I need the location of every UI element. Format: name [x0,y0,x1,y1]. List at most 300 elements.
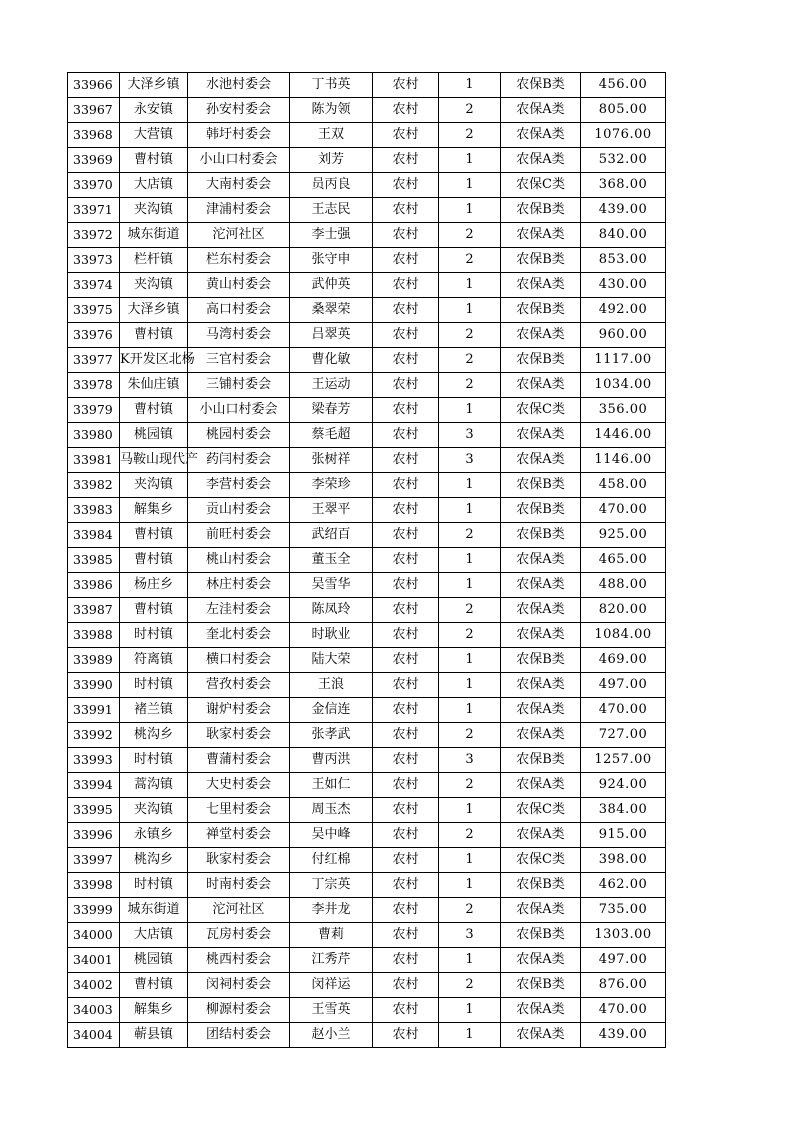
name-cell: 桑翠荣 [290,298,373,323]
village-committee-cell: 七里村委会 [188,798,290,823]
insurance-category-cell: 农保B类 [501,873,581,898]
record-id-cell: 34001 [68,948,120,973]
household-size-cell: 1 [439,873,501,898]
insurance-category-cell: 农保B类 [501,198,581,223]
residence-type-cell: 农村 [373,998,439,1023]
township-cell: 大泽乡镇 [120,298,188,323]
township-cell: 夹沟镇 [120,473,188,498]
township-cell: 大泽乡镇 [120,73,188,98]
amount-cell: 925.00 [581,523,666,548]
township-cell: 时村镇 [120,748,188,773]
household-size-cell: 1 [439,548,501,573]
amount-cell: 876.00 [581,973,666,998]
village-committee-cell: 三铺村委会 [188,373,290,398]
insurance-category-cell: 农保B类 [501,523,581,548]
village-committee-cell: 左洼村委会 [188,598,290,623]
table-row [68,998,666,1023]
township-cell: 符离镇 [120,648,188,673]
amount-cell: 924.00 [581,773,666,798]
name-cell: 员丙良 [290,173,373,198]
insurance-category-cell: 农保A类 [501,148,581,173]
township-cell: 栏杆镇 [120,248,188,273]
township-cell: 桃园镇 [120,948,188,973]
household-size-cell: 3 [439,748,501,773]
name-cell: 王雪英 [290,998,373,1023]
name-cell: 梁春芳 [290,398,373,423]
amount-cell: 1084.00 [581,623,666,648]
name-cell: 张树祥 [290,448,373,473]
record-id-cell: 33969 [68,148,120,173]
township-cell: 曹村镇 [120,148,188,173]
amount-cell: 497.00 [581,948,666,973]
name-cell: 李荣珍 [290,473,373,498]
insurance-category-cell: 农保A类 [501,448,581,473]
name-cell: 周玉杰 [290,798,373,823]
record-id-cell: 33980 [68,423,120,448]
township-cell: 曹村镇 [120,398,188,423]
amount-cell: 960.00 [581,323,666,348]
record-id-cell: 33987 [68,598,120,623]
village-committee-cell: 时南村委会 [188,873,290,898]
table-row [68,223,666,248]
table-row [68,873,666,898]
insurance-category-cell: 农保B类 [501,973,581,998]
residence-type-cell: 农村 [373,673,439,698]
insurance-category-cell: 农保B类 [501,73,581,98]
record-id-cell: 33986 [68,573,120,598]
insurance-category-cell: 农保C类 [501,848,581,873]
record-id-cell: 33973 [68,248,120,273]
table-row [68,173,666,198]
name-cell: 金信连 [290,698,373,723]
insurance-category-cell: 农保A类 [501,673,581,698]
village-committee-cell: 瓦房村委会 [188,923,290,948]
village-committee-cell: 黄山村委会 [188,273,290,298]
record-id-cell: 33970 [68,173,120,198]
name-cell: 江秀芹 [290,948,373,973]
table-row [68,948,666,973]
township-cell: 解集乡 [120,498,188,523]
amount-cell: 840.00 [581,223,666,248]
insurance-category-cell: 农保A类 [501,123,581,148]
village-committee-cell: 沱河社区 [188,223,290,248]
household-size-cell: 2 [439,773,501,798]
township-cell: K开发区北杨 [120,348,188,373]
record-id-cell: 33989 [68,648,120,673]
amount-cell: 853.00 [581,248,666,273]
village-committee-cell: 闵祠村委会 [188,973,290,998]
table-row [68,298,666,323]
village-committee-cell: 曹蒲村委会 [188,748,290,773]
residence-type-cell: 农村 [373,448,439,473]
name-cell: 曹丙洪 [290,748,373,773]
household-size-cell: 1 [439,198,501,223]
amount-cell: 439.00 [581,1023,666,1048]
name-cell: 曹化敏 [290,348,373,373]
record-id-cell: 33988 [68,623,120,648]
household-size-cell: 2 [439,898,501,923]
insurance-category-cell: 农保A类 [501,423,581,448]
name-cell: 董玉全 [290,548,373,573]
household-size-cell: 1 [439,73,501,98]
township-cell: 大店镇 [120,923,188,948]
amount-cell: 735.00 [581,898,666,923]
record-id-cell: 33990 [68,673,120,698]
amount-cell: 469.00 [581,648,666,673]
name-cell: 张孝武 [290,723,373,748]
residence-type-cell: 农村 [373,873,439,898]
residence-type-cell: 农村 [373,823,439,848]
table-row [68,973,666,998]
table-row [68,98,666,123]
record-id-cell: 33979 [68,398,120,423]
household-size-cell: 2 [439,223,501,248]
table-row [68,448,666,473]
name-cell: 丁书英 [290,73,373,98]
village-committee-cell: 贡山村委会 [188,498,290,523]
household-size-cell: 2 [439,323,501,348]
township-cell: 城东街道 [120,898,188,923]
household-size-cell: 1 [439,148,501,173]
amount-cell: 915.00 [581,823,666,848]
township-cell: 大店镇 [120,173,188,198]
township-cell: 解集乡 [120,998,188,1023]
township-cell: 桃沟乡 [120,848,188,873]
village-committee-cell: 禅堂村委会 [188,823,290,848]
village-committee-cell: 柳源村委会 [188,998,290,1023]
table-row [68,398,666,423]
township-cell: 永安镇 [120,98,188,123]
village-committee-cell: 桃西村委会 [188,948,290,973]
record-id-cell: 33977 [68,348,120,373]
amount-cell: 439.00 [581,198,666,223]
record-id-cell: 33975 [68,298,120,323]
name-cell: 李井龙 [290,898,373,923]
insurance-category-cell: 农保B类 [501,923,581,948]
residence-type-cell: 农村 [373,323,439,348]
residence-type-cell: 农村 [373,773,439,798]
insurance-category-cell: 农保C类 [501,173,581,198]
record-id-cell: 33995 [68,798,120,823]
amount-cell: 470.00 [581,998,666,1023]
name-cell: 陈凤玲 [290,598,373,623]
residence-type-cell: 农村 [373,898,439,923]
township-cell: 时村镇 [120,873,188,898]
record-id-cell: 33994 [68,773,120,798]
residence-type-cell: 农村 [373,548,439,573]
record-id-cell: 33999 [68,898,120,923]
township-cell: 夹沟镇 [120,273,188,298]
table-row [68,148,666,173]
insurance-category-cell: 农保A类 [501,273,581,298]
name-cell: 曹莉 [290,923,373,948]
amount-cell: 492.00 [581,298,666,323]
amount-cell: 470.00 [581,698,666,723]
household-size-cell: 1 [439,998,501,1023]
insurance-category-cell: 农保A类 [501,998,581,1023]
insurance-category-cell: 农保A类 [501,623,581,648]
name-cell: 陈为领 [290,98,373,123]
township-cell: 夹沟镇 [120,198,188,223]
amount-cell: 497.00 [581,673,666,698]
record-id-cell: 33976 [68,323,120,348]
amount-cell: 398.00 [581,848,666,873]
township-cell: 蕲县镇 [120,1023,188,1048]
record-id-cell: 33998 [68,873,120,898]
residence-type-cell: 农村 [373,973,439,998]
township-cell: 蒿沟镇 [120,773,188,798]
roster-table [67,72,666,1048]
village-committee-cell: 桃园村委会 [188,423,290,448]
household-size-cell: 2 [439,723,501,748]
insurance-category-cell: 农保A类 [501,723,581,748]
name-cell: 吴雪华 [290,573,373,598]
table-row [68,248,666,273]
table-row [68,648,666,673]
village-committee-cell: 奎北村委会 [188,623,290,648]
residence-type-cell: 农村 [373,273,439,298]
household-size-cell: 2 [439,973,501,998]
record-id-cell: 33966 [68,73,120,98]
table-row [68,373,666,398]
village-committee-cell: 李营村委会 [188,473,290,498]
record-id-cell: 33978 [68,373,120,398]
household-size-cell: 1 [439,298,501,323]
village-committee-cell: 津浦村委会 [188,198,290,223]
household-size-cell: 1 [439,673,501,698]
amount-cell: 1446.00 [581,423,666,448]
residence-type-cell: 农村 [373,948,439,973]
village-committee-cell: 孙安村委会 [188,98,290,123]
household-size-cell: 3 [439,448,501,473]
township-cell: 马鞍山现代产 [120,448,188,473]
table-row [68,573,666,598]
insurance-category-cell: 农保A类 [501,373,581,398]
township-cell: 时村镇 [120,623,188,648]
household-size-cell: 2 [439,598,501,623]
table-row [68,598,666,623]
name-cell: 王浪 [290,673,373,698]
record-id-cell: 33991 [68,698,120,723]
household-size-cell: 1 [439,1023,501,1048]
table-row [68,798,666,823]
residence-type-cell: 农村 [373,373,439,398]
table-row [68,423,666,448]
table-row [68,198,666,223]
township-cell: 杨庄乡 [120,573,188,598]
village-committee-cell: 大南村委会 [188,173,290,198]
residence-type-cell: 农村 [373,573,439,598]
residence-type-cell: 农村 [373,748,439,773]
amount-cell: 1117.00 [581,348,666,373]
residence-type-cell: 农村 [373,423,439,448]
residence-type-cell: 农村 [373,1023,439,1048]
residence-type-cell: 农村 [373,73,439,98]
amount-cell: 488.00 [581,573,666,598]
name-cell: 王志民 [290,198,373,223]
residence-type-cell: 农村 [373,798,439,823]
township-cell: 曹村镇 [120,598,188,623]
amount-cell: 1257.00 [581,748,666,773]
residence-type-cell: 农村 [373,223,439,248]
name-cell: 武绍百 [290,523,373,548]
village-committee-cell: 小山口村委会 [188,398,290,423]
name-cell: 李士强 [290,223,373,248]
record-id-cell: 34000 [68,923,120,948]
household-size-cell: 2 [439,623,501,648]
household-size-cell: 2 [439,123,501,148]
amount-cell: 1034.00 [581,373,666,398]
township-cell: 时村镇 [120,673,188,698]
name-cell: 刘芳 [290,148,373,173]
village-committee-cell: 谢炉村委会 [188,698,290,723]
village-committee-cell: 韩圩村委会 [188,123,290,148]
amount-cell: 532.00 [581,148,666,173]
insurance-category-cell: 农保A类 [501,823,581,848]
household-size-cell: 1 [439,948,501,973]
residence-type-cell: 农村 [373,348,439,373]
household-size-cell: 2 [439,373,501,398]
household-size-cell: 1 [439,398,501,423]
residence-type-cell: 农村 [373,923,439,948]
village-committee-cell: 沱河社区 [188,898,290,923]
residence-type-cell: 农村 [373,298,439,323]
township-cell: 大营镇 [120,123,188,148]
name-cell: 闵祥运 [290,973,373,998]
amount-cell: 470.00 [581,498,666,523]
record-id-cell: 33968 [68,123,120,148]
record-id-cell: 33971 [68,198,120,223]
record-id-cell: 33985 [68,548,120,573]
table-row [68,323,666,348]
household-size-cell: 1 [439,848,501,873]
village-committee-cell: 水池村委会 [188,73,290,98]
table-row [68,498,666,523]
table-row [68,848,666,873]
village-committee-cell: 耿家村委会 [188,848,290,873]
amount-cell: 356.00 [581,398,666,423]
household-size-cell: 1 [439,573,501,598]
household-size-cell: 2 [439,248,501,273]
household-size-cell: 1 [439,473,501,498]
residence-type-cell: 农村 [373,698,439,723]
township-cell: 城东街道 [120,223,188,248]
household-size-cell: 1 [439,798,501,823]
amount-cell: 1303.00 [581,923,666,948]
table-row [68,273,666,298]
insurance-category-cell: 农保B类 [501,498,581,523]
amount-cell: 727.00 [581,723,666,748]
township-cell: 桃园镇 [120,423,188,448]
insurance-category-cell: 农保B类 [501,348,581,373]
amount-cell: 430.00 [581,273,666,298]
household-size-cell: 3 [439,423,501,448]
record-id-cell: 33984 [68,523,120,548]
name-cell: 吴中峰 [290,823,373,848]
table-row [68,123,666,148]
table-row [68,773,666,798]
residence-type-cell: 农村 [373,198,439,223]
table-row [68,748,666,773]
table-row [68,1023,666,1048]
insurance-category-cell: 农保A类 [501,773,581,798]
name-cell: 蔡毛超 [290,423,373,448]
insurance-category-cell: 农保A类 [501,223,581,248]
amount-cell: 1076.00 [581,123,666,148]
name-cell: 武仲英 [290,273,373,298]
table-row [68,548,666,573]
township-cell: 永镇乡 [120,823,188,848]
residence-type-cell: 农村 [373,248,439,273]
record-id-cell: 33997 [68,848,120,873]
village-committee-cell: 马湾村委会 [188,323,290,348]
village-committee-cell: 小山口村委会 [188,148,290,173]
township-cell: 曹村镇 [120,523,188,548]
name-cell: 陆大荣 [290,648,373,673]
amount-cell: 368.00 [581,173,666,198]
residence-type-cell: 农村 [373,98,439,123]
residence-type-cell: 农村 [373,648,439,673]
amount-cell: 456.00 [581,73,666,98]
table-row [68,723,666,748]
township-cell: 曹村镇 [120,973,188,998]
table-row [68,523,666,548]
township-cell: 桃沟乡 [120,723,188,748]
household-size-cell: 3 [439,923,501,948]
household-size-cell: 1 [439,648,501,673]
village-committee-cell: 栏东村委会 [188,248,290,273]
insurance-category-cell: 农保B类 [501,298,581,323]
insurance-category-cell: 农保A类 [501,1023,581,1048]
insurance-category-cell: 农保A类 [501,323,581,348]
name-cell: 赵小兰 [290,1023,373,1048]
residence-type-cell: 农村 [373,498,439,523]
record-id-cell: 33981 [68,448,120,473]
household-size-cell: 1 [439,273,501,298]
village-committee-cell: 药闫村委会 [188,448,290,473]
table-row [68,673,666,698]
amount-cell: 1146.00 [581,448,666,473]
township-cell: 曹村镇 [120,548,188,573]
insurance-category-cell: 农保A类 [501,98,581,123]
amount-cell: 805.00 [581,98,666,123]
table-row [68,473,666,498]
village-committee-cell: 营孜村委会 [188,673,290,698]
residence-type-cell: 农村 [373,623,439,648]
name-cell: 丁宗英 [290,873,373,898]
record-id-cell: 34004 [68,1023,120,1048]
amount-cell: 465.00 [581,548,666,573]
insurance-category-cell: 农保A类 [501,573,581,598]
household-size-cell: 2 [439,98,501,123]
table-row [68,73,666,98]
village-committee-cell: 林庄村委会 [188,573,290,598]
name-cell: 王翠平 [290,498,373,523]
residence-type-cell: 农村 [373,848,439,873]
household-size-cell: 2 [439,348,501,373]
insurance-category-cell: 农保A类 [501,598,581,623]
table-row [68,698,666,723]
record-id-cell: 33974 [68,273,120,298]
record-id-cell: 33967 [68,98,120,123]
table-row [68,923,666,948]
residence-type-cell: 农村 [373,598,439,623]
name-cell: 王如仁 [290,773,373,798]
township-cell: 夹沟镇 [120,798,188,823]
insurance-category-cell: 农保B类 [501,748,581,773]
village-committee-cell: 耿家村委会 [188,723,290,748]
record-id-cell: 33972 [68,223,120,248]
